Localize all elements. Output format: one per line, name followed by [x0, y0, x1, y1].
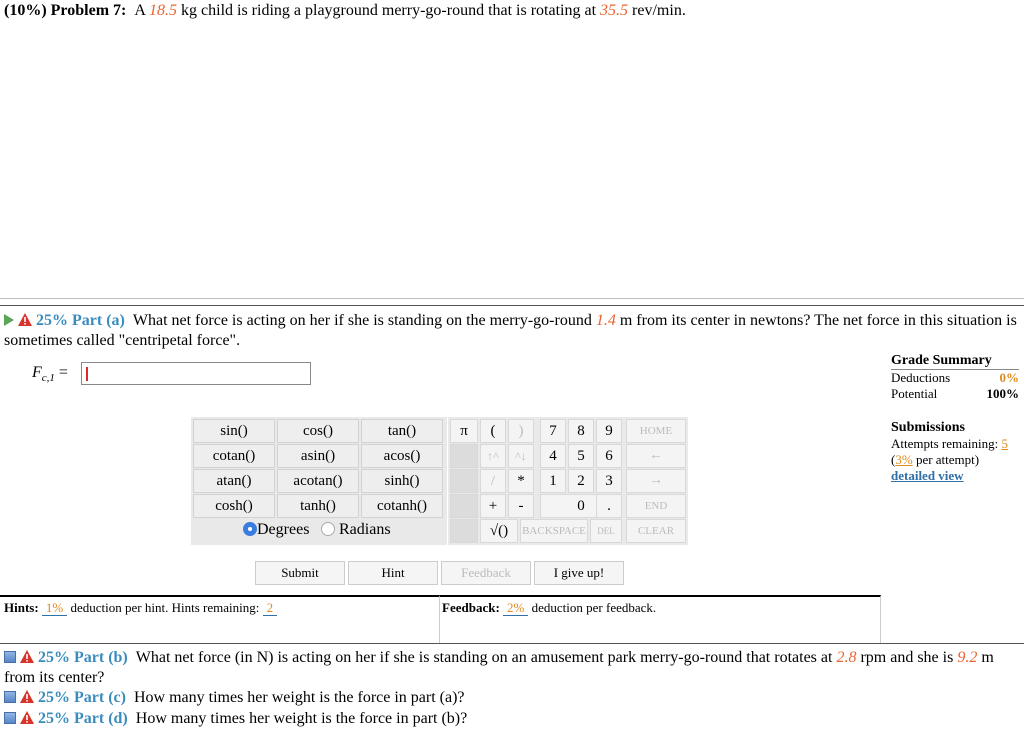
divider — [0, 298, 1024, 299]
degrees-option[interactable] — [243, 521, 309, 539]
feedback-panel — [440, 595, 881, 643]
part-a-label[interactable]: Part (a) — [72, 312, 125, 329]
arrow-left-button[interactable]: ← — [626, 444, 686, 468]
warning-icon — [20, 690, 34, 703]
function-keypad — [191, 417, 447, 545]
lparen-button[interactable]: ( — [480, 419, 506, 443]
minus-button[interactable]: - — [508, 494, 534, 518]
answer-subscript: c,1 — [41, 372, 55, 385]
mass-value: 18.5 — [149, 2, 178, 19]
problem-text-3: rev/min. — [632, 2, 686, 19]
problem-text-2: kg child is riding a playground merry-go-round that is rotating at — [181, 2, 597, 19]
expand-arrow-icon[interactable] — [4, 314, 14, 326]
problem-text-1: A — [134, 2, 146, 19]
collapsed-part-icon[interactable] — [4, 691, 16, 703]
divider — [0, 643, 1024, 644]
per-attempt-text: per attempt) — [915, 452, 980, 467]
digit-4-button[interactable]: 4 — [540, 444, 566, 468]
cos-button[interactable]: cos() — [277, 419, 359, 443]
degrees-label: Degrees — [257, 521, 310, 538]
attempts-label: Attempts remaining: — [891, 436, 999, 451]
atan-button[interactable]: atan() — [193, 469, 275, 493]
rate-value: 35.5 — [600, 2, 629, 19]
acos-button[interactable]: acos() — [361, 444, 443, 468]
part-d-percent: 25% — [38, 710, 70, 727]
answer-equals: = — [54, 364, 68, 381]
part-b-text-1: What net force (in N) is acting on her if she is standing on an amusement park merry-go-round that rotates at — [135, 649, 833, 666]
digit-1-button[interactable]: 1 — [540, 469, 566, 493]
tanh-button[interactable]: tanh() — [277, 494, 359, 518]
per-attempt-row: (3% per attempt) — [891, 452, 980, 467]
blank-key — [450, 519, 478, 543]
feedback-label: Feedback: — [442, 600, 500, 615]
feedback-pct: 2% — [503, 600, 528, 616]
cosh-button[interactable]: cosh() — [193, 494, 275, 518]
up-caret-button[interactable]: ↑^ — [480, 444, 506, 468]
text-cursor — [86, 367, 88, 381]
part-b-text-2: rpm and she is — [860, 649, 954, 666]
problem-weight: (10%) — [4, 2, 47, 19]
part-c-percent: 25% — [38, 689, 70, 706]
answer-symbol: F — [32, 364, 42, 381]
radians-label: Radians — [339, 521, 391, 538]
del-button[interactable]: DEL — [590, 519, 622, 543]
part-a-radius: 1.4 — [595, 312, 616, 329]
digit-3-button[interactable]: 3 — [596, 469, 622, 493]
digit-9-button[interactable]: 9 — [596, 419, 622, 443]
collapsed-part-icon[interactable] — [4, 712, 16, 724]
part-c-label[interactable]: Part (c) — [74, 689, 126, 706]
digit-6-button[interactable]: 6 — [596, 444, 622, 468]
blank-key — [450, 494, 478, 518]
digit-7-button[interactable]: 7 — [540, 419, 566, 443]
part-b-label[interactable]: Part (b) — [74, 649, 128, 666]
digit-8-button[interactable]: 8 — [568, 419, 594, 443]
submit-button[interactable]: Submit — [255, 561, 345, 585]
submissions-panel — [891, 420, 1021, 484]
digit-5-button[interactable]: 5 — [568, 444, 594, 468]
sinh-button[interactable]: sinh() — [361, 469, 443, 493]
per-attempt-pct: 3% — [895, 452, 913, 467]
clear-button[interactable]: CLEAR — [626, 519, 686, 543]
digit-0-button[interactable]: 0 — [540, 494, 622, 518]
answer-input[interactable] — [81, 362, 311, 385]
potential-value: 100% — [986, 386, 1019, 401]
part-a-question — [4, 311, 1020, 351]
deductions-label: Deductions — [891, 370, 951, 385]
feedback-text: deduction per feedback. — [531, 600, 657, 615]
backspace-button[interactable]: BACKSPACE — [520, 519, 588, 543]
asin-button[interactable]: asin() — [277, 444, 359, 468]
part-b-percent: 25% — [38, 649, 70, 666]
pi-button[interactable]: π — [450, 419, 478, 443]
part-d-label[interactable]: Part (d) — [74, 710, 128, 727]
problem-statement — [4, 2, 686, 20]
digit-2-button[interactable]: 2 — [568, 469, 594, 493]
part-b-radius: 9.2 — [957, 649, 978, 666]
home-button[interactable]: HOME — [626, 419, 686, 443]
grade-summary-title: Grade Summary — [891, 353, 1019, 370]
detailed-view-link[interactable]: detailed view — [891, 468, 964, 483]
decimal-button[interactable]: . — [596, 494, 622, 518]
arrow-right-button[interactable]: → — [626, 469, 686, 493]
radians-radio[interactable] — [321, 522, 335, 536]
degrees-radio[interactable] — [243, 522, 257, 536]
part-a-percent: 25% — [36, 312, 68, 329]
give-up-button[interactable]: I give up! — [534, 561, 624, 585]
hints-label: Hints: — [4, 600, 39, 615]
warning-icon — [20, 650, 34, 663]
part-a-text-2: m from its center in newtons? The net force in this situation is sometimes called "centripetal force". — [4, 312, 1017, 349]
hints-panel — [0, 595, 440, 643]
answer-label — [32, 364, 68, 384]
blank-key — [450, 469, 478, 493]
sqrt-button[interactable]: √() — [480, 519, 518, 543]
part-c-text: How many times her weight is the force in part (a)? — [133, 689, 465, 706]
plus-button[interactable]: + — [480, 494, 506, 518]
deductions-row — [891, 370, 1019, 386]
part-b-question — [4, 648, 1020, 688]
attempts-row — [891, 436, 1021, 452]
cotan-button[interactable]: cotan() — [193, 444, 275, 468]
radians-option[interactable] — [321, 521, 391, 539]
divide-button[interactable]: / — [480, 469, 506, 493]
submissions-title: Submissions — [891, 420, 965, 435]
cotanh-button[interactable]: cotanh() — [361, 494, 443, 518]
grade-summary — [891, 353, 1019, 402]
potential-label: Potential — [891, 386, 938, 401]
part-b-text-3: m from its center? — [4, 649, 994, 686]
sin-button[interactable]: sin() — [193, 419, 275, 443]
divider — [0, 305, 1024, 306]
angle-mode-row — [191, 517, 447, 543]
feedback-button[interactable]: Feedback — [441, 561, 531, 585]
part-c-question — [4, 688, 465, 708]
hint-button[interactable]: Hint — [348, 561, 438, 585]
hints-text: deduction per hint. Hints remaining: — [70, 600, 260, 615]
numeric-keypad — [448, 417, 688, 545]
part-b-rpm: 2.8 — [836, 649, 857, 666]
acotan-button[interactable]: acotan() — [277, 469, 359, 493]
hints-pct: 1% — [42, 600, 67, 616]
warning-icon — [18, 313, 32, 326]
part-d-text: How many times her weight is the force in part (b)? — [135, 710, 468, 727]
part-d-question — [4, 709, 467, 729]
rparen-button[interactable]: ) — [508, 419, 534, 443]
part-a-text-1: What net force is acting on her if she is standing on the merry-go-round — [132, 312, 592, 329]
potential-row — [891, 386, 1019, 402]
collapsed-part-icon[interactable] — [4, 651, 16, 663]
problem-label: Problem 7: — [50, 2, 127, 19]
hints-remaining: 2 — [263, 600, 278, 616]
blank-key — [450, 444, 478, 468]
warning-icon — [20, 711, 34, 724]
down-caret-button[interactable]: ^↓ — [508, 444, 534, 468]
attempts-value: 5 — [1001, 436, 1008, 451]
multiply-button[interactable]: * — [508, 469, 534, 493]
deductions-value: 0% — [999, 370, 1019, 385]
end-button[interactable]: END — [626, 494, 686, 518]
tan-button[interactable]: tan() — [361, 419, 443, 443]
